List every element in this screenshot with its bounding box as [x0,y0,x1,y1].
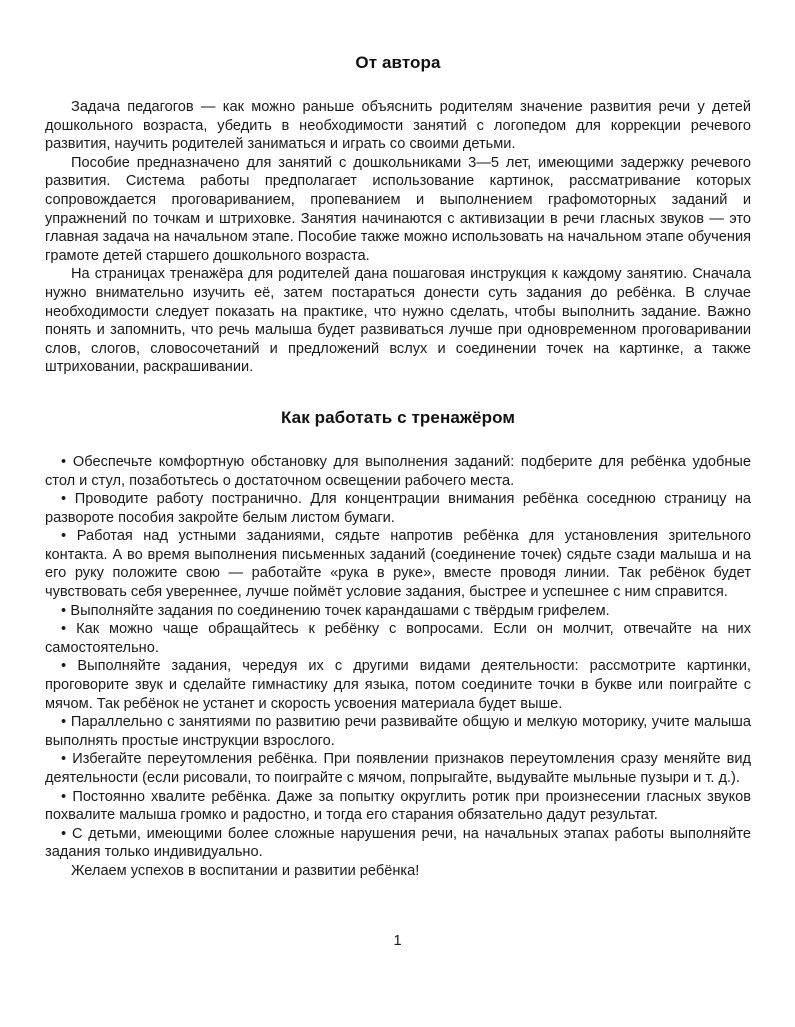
bullet-icon: • [61,602,67,619]
bullet-icon: • [61,453,67,470]
list-item [45,602,751,621]
closing-paragraph: Желаем успехов в воспитании и развитии ребёнка! [71,862,420,879]
bullet-icon: • [61,751,67,768]
bullet-icon: • [61,788,67,805]
page-content [45,52,751,881]
paragraph: Задача педагогов — как можно раньше объяснить родителям значение развития речи у детей дошкольного возраста, убедить в необходимости занятий с логопедом для коррекции речевого развития, научить родителей заниматься и играть со своими детьми. [45,99,751,153]
page-number: 1 [393,933,402,949]
list-item-text: Выполняйте задания по соединению точек карандашами с твёрдым грифелем. [70,602,610,619]
list-item [45,657,751,713]
bullet-icon: • [61,825,67,842]
list-item [45,527,751,601]
list-item-text: Постоянно хвалите ребёнка. Даже за попытку округлить ротик при произнесении гласных звуков похвалите малыша громко и радостно, и тогда его старания обязательно дадут результат. [45,788,752,824]
list-item [45,788,751,825]
list-item-text: Параллельно с занятиями по развитию речи развивайте общую и мелкую моторику, учите малыша выполнять простые инструкции взрослого. [45,714,752,749]
bullet-icon: • [61,491,67,508]
list-item-text: Выполняйте задания, чередуя их с другими видами деятельности: рассмотрите картинки, проговорите звук и сделайте гимнастику для языка, потом соедините точки в букве или поиграйте с мячом. Так ребёнок не устанет и скорость усвоения материала будет выше. [45,658,751,712]
list-item [45,620,751,657]
page-title: От автора [355,53,441,72]
list-item-text: Избегайте переутомления ребёнка. При появлении признаков переутомления сразу меняйте вид деятельности (если рисовали, то поиграйте с мячом, попрыгайте, выдувайте мыльные пузыри и т. д.). [45,751,751,786]
bullet-icon: • [61,658,67,675]
list-item-text: Работая над устными заданиями, сядьте напротив ребёнка для установления зрительного контакта. А во время выполнения письменных заданий (соединение точек) сядьте сзади малыша и на его руку положите свою — работайте «рука в руке», вместе проводя линии. Так ребёнок будет чувствовать себя увереннее, лучше поймёт условие задания, быстрее и успешнее с ним справится. [45,528,751,601]
bullet-icon: • [61,714,67,731]
paragraph: Пособие предназначено для занятий с дошкольниками 3—5 лет, имеющими задержку речевого развития. Система работы предполагает использование картинок, рассматривание которых сопровождается проговариванием, пропеванием и выполнением графомоторных заданий и упражнений по точкам и штриховке. Занятия начинаются с активизации в речи гласных звуков — это главная задача на начальном этапе. Пособие также можно использовать на начальном этапе обучения грамоте детей старшего дошкольного возраста. [45,154,751,264]
bullet-icon: • [61,621,67,638]
list-item [45,713,751,750]
spacer [45,377,751,407]
list-item [45,453,751,490]
list-item-text: Проводите работу постранично. Для концентрации внимания ребёнка соседнюю страницу на развороте пособия закройте белым листом бумаги. [45,491,751,526]
section-heading-how-to-use: Как работать с тренажёром [280,407,516,427]
list-item [45,490,751,527]
list-item [45,825,751,862]
list-item-text: Обеспечьте комфортную обстановку для выполнения заданий: подберите для ребёнка удобные стол и стул, позаботьтесь о достаточном освещении рабочего места. [45,453,751,489]
paragraph: На страницах тренажёра для родителей дана пошаговая инструкция к каждому занятию. Сначала нужно внимательно изучить её, затем постараться донести суть задания до ребёнка. В случае необходимости следует показать на практике, что нужно сделать, чтобы выполнить задание. Важно понять и запомнить, что речь малыша будет развиваться лучше при одновременном проговаривании слов, слогов, словосочетаний и предложений вслух и соединении точек на картинке, а также штриховании, раскрашивании. [45,266,751,376]
spacer [45,429,751,453]
list-item [45,750,751,787]
list-item-text: Как можно чаще обращайтесь к ребёнку с вопросами. Если он молчит, отвечайте на них самостоятельно. [45,621,751,656]
bullet-icon: • [61,528,67,545]
list-item-text: С детьми, имеющими более сложные нарушения речи, на начальных этапах работы выполняйте задания только индивидуально. [45,825,751,861]
spacer [45,74,751,98]
